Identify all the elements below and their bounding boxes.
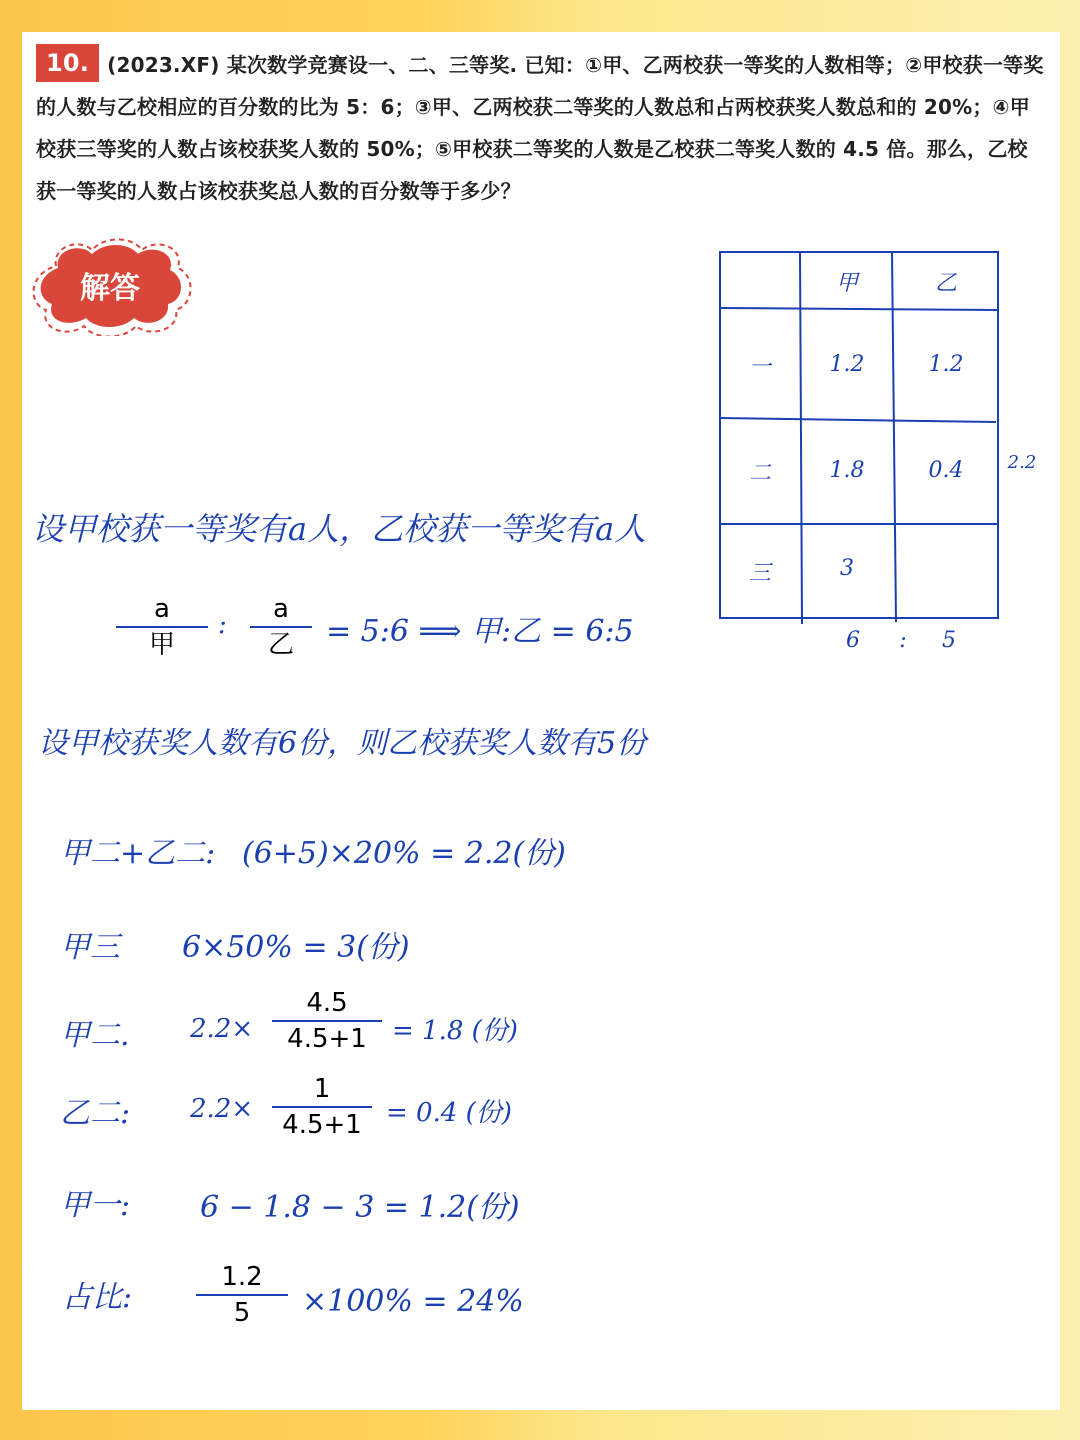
fraction-step6: 4.5 4.5+1 — [272, 988, 382, 1054]
problem-statement — [36, 44, 1046, 212]
table-footer-jia: 6 — [846, 628, 860, 653]
table-cell: 1.2 — [928, 352, 964, 377]
ratio-result: = 5:6 ⟹ 甲:乙 = 6:5 — [326, 614, 634, 649]
answer-badge — [26, 236, 192, 336]
table-row-label: 三 — [748, 561, 771, 586]
table-footer-yi: 5 — [942, 628, 956, 653]
step-label: 乙二: — [60, 1096, 131, 1131]
step-label: 甲二. — [60, 1018, 130, 1053]
fraction-jia: a 甲 — [116, 594, 208, 660]
step-label: 占比: — [62, 1280, 133, 1315]
problem-text: (2023.XF) 某次数学竞赛设一、二、三等奖. 已知：①甲、乙两校获一等奖的人数相等；②甲校获一等奖的人数与乙校相应的百分数的比为 5：6；③甲、乙两校获二等奖的人数总和占两校获奖人数总和的 20%；④甲校获三等奖的人数占该校获奖人数的 50%；⑤甲校获二等奖的人数是乙校获二等奖人数的 4.5 倍。那么，乙校获一等奖的人数占该校获奖总人数的百分数等于多少？ — [36, 53, 1044, 203]
step-lead: 2.2× — [190, 1014, 254, 1044]
fraction-yi: a 乙 — [250, 594, 312, 660]
table-cell: 0.4 — [928, 458, 964, 483]
paper-sheet — [22, 32, 1060, 1410]
solution-line-1: 设甲校获一等奖有a人，乙校获一等奖有a人 — [32, 510, 647, 548]
table-side-note: 2.2 — [1007, 452, 1037, 473]
table-row-label: 一 — [748, 355, 771, 380]
step-result: = 0.4 (份) — [386, 1098, 512, 1128]
step-lead: 2.2× — [190, 1094, 254, 1124]
final-answer: ×100% = 24% — [302, 1284, 524, 1319]
table-footer-sep: : — [899, 628, 907, 653]
step-expression: 6 − 1.8 − 3 = 1.2(份) — [200, 1190, 520, 1225]
table-cell: 1.8 — [829, 458, 865, 483]
step-result: = 1.8 (份) — [392, 1016, 518, 1046]
fraction-final: 1.2 5 — [196, 1262, 288, 1328]
table-cell: 3 — [840, 556, 854, 581]
solution-line-3: 设甲校获奖人数有6份，则乙校获奖人数有5份 — [38, 726, 647, 761]
step-expression: 6×50% = 3(份) — [182, 930, 410, 965]
table-header-jia: 甲 — [835, 271, 858, 296]
ratio-colon: : — [218, 610, 227, 640]
table-header-yi: 乙 — [934, 271, 957, 296]
fraction-step7: 1 4.5+1 — [272, 1074, 372, 1140]
step-label: 甲一: — [60, 1188, 131, 1223]
question-number: 10. — [36, 44, 99, 82]
step-expression: (6+5)×20% = 2.2(份) — [242, 836, 566, 871]
table-cell: 1.2 — [829, 352, 865, 377]
table-row-label: 二 — [748, 461, 771, 486]
step-label: 甲二+乙二: — [60, 836, 216, 871]
step-label: 甲三 — [60, 930, 120, 965]
answer-badge-label: 解答 — [80, 271, 140, 306]
